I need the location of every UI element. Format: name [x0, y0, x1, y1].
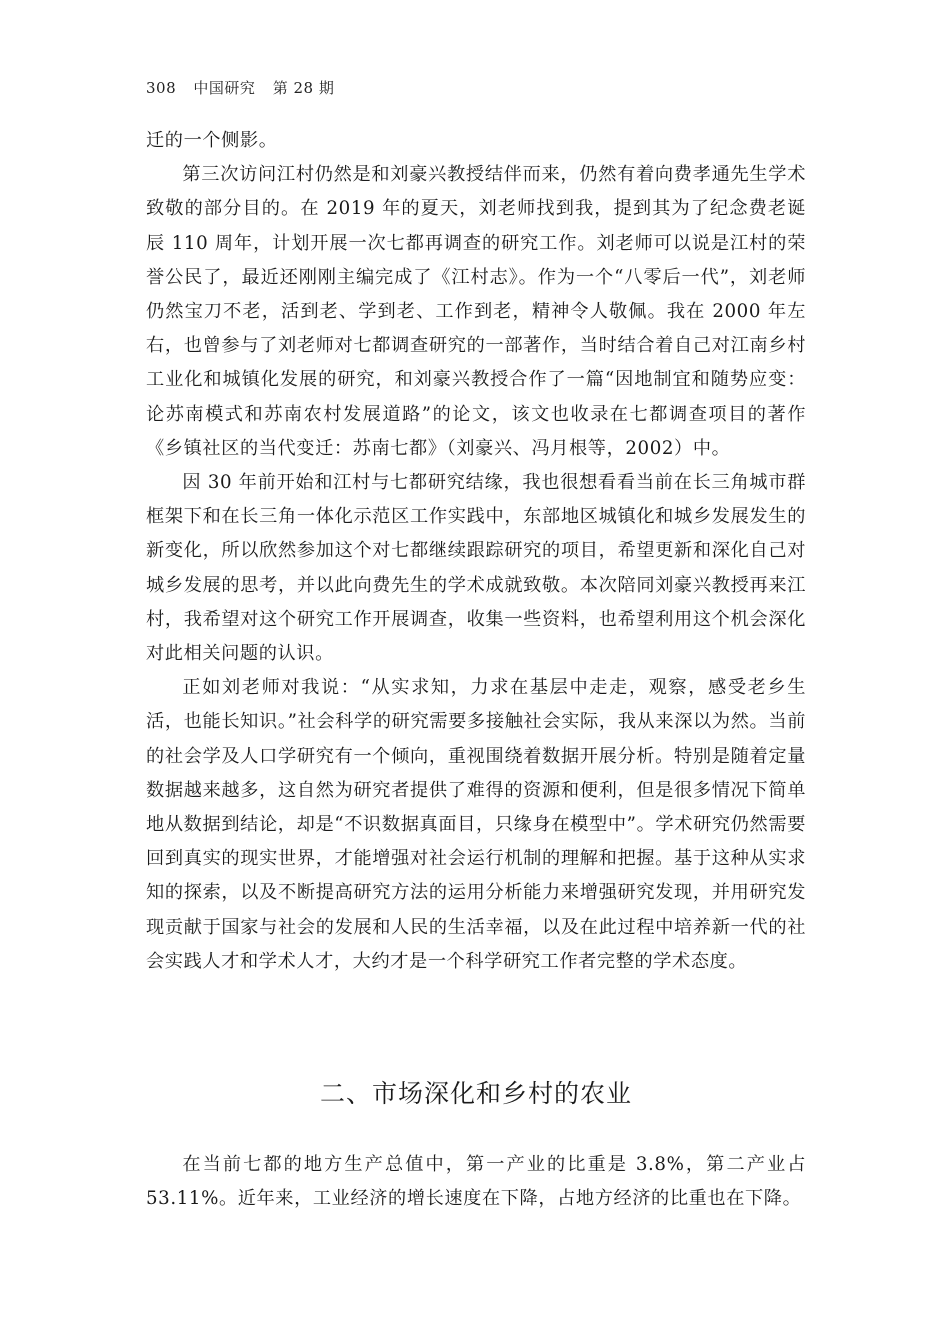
section-heading: 二、市场深化和乡村的农业: [319, 1079, 632, 1108]
running-header: [146, 78, 346, 98]
paragraph-continuation: 迁的一个侧影。: [146, 130, 278, 151]
page-number: 308: [146, 79, 177, 97]
paragraph: 因 30 年前开始和江村与七都研究结缘，我也很想看看当前在长三角城市群框架下和在长三角一体化示范区工作实践中，东部地区城镇化和城乡发展发生的新变化，所以欣然参加这个对七都继续跟踪研究的项目，希望更新和深化自己对城乡发展的思考，并以此向费先生的学术成就致敬。本次陪同刘豪兴教授再来江村，我希望对这个研究工作开展调查，收集一些资料，也希望利用这个机会深化对此相关问题的认识。: [146, 472, 806, 665]
article-body: [146, 124, 806, 979]
section-body: [146, 1148, 806, 1216]
paragraph: 在当前七都的地方生产总值中，第一产业的比重是 3.8%，第二产业占 53.11%。近年来，工业经济的增长速度在下降，占地方经济的比重也在下降。: [146, 1154, 806, 1210]
journal-title: 中国研究: [193, 79, 256, 97]
issue-number: 第 28 期: [272, 79, 335, 97]
paragraph: 正如刘老师对我说：“从实求知，力求在基层中走走，观察，感受老乡生活，也能长知识。”社会科学的研究需要多接触社会实际，我从来深以为然。当前的社会学及人口学研究有一个倾向，重视围绕着数据开展分析。特别是随着定量数据越来越多，这自然为研究者提供了难得的资源和便利，但是很多情况下简单地从数据到结论，却是“不识数据真面目，只缘身在模型中”。学术研究仍然需要回到真实的现实世界，才能增强对社会运行机制的理解和把握。基于这种从实求知的探索，以及不断提高研究方法的运用分析能力来增强研究发现，并用研究发现贡献于国家与社会的发展和人民的生活幸福，以及在此过程中培养新一代的社会实践人才和学术人才，大约才是一个科学研究工作者完整的学术态度。: [146, 677, 806, 972]
paragraph: 第三次访问江村仍然是和刘豪兴教授结伴而来，仍然有着向费孝通先生学术致敬的部分目的。在 2019 年的夏天，刘老师找到我，提到其为了纪念费老诞辰 110 周年，计划开展一次七都再调查的研究工作。刘老师可以说是江村的荣誉公民了，最近还刚刚主编完成了《江村志》。作为一个“八零后一代”，刘老师仍然宝刀不老，活到老、学到老、工作到老，精神令人敬佩。我在 2000 年左右，也曾参与了刘老师对七都调查研究的一部著作，当时结合着自己对江南乡村工业化和城镇化发展的研究，和刘豪兴教授合作了一篇“因地制宜和随势应变：论苏南模式和苏南农村发展道路”的论文，该文也收录在七都调查项目的著作《乡镇社区的当代变迁：苏南七都》（刘豪兴、冯月根等，2002）中。: [146, 164, 806, 459]
